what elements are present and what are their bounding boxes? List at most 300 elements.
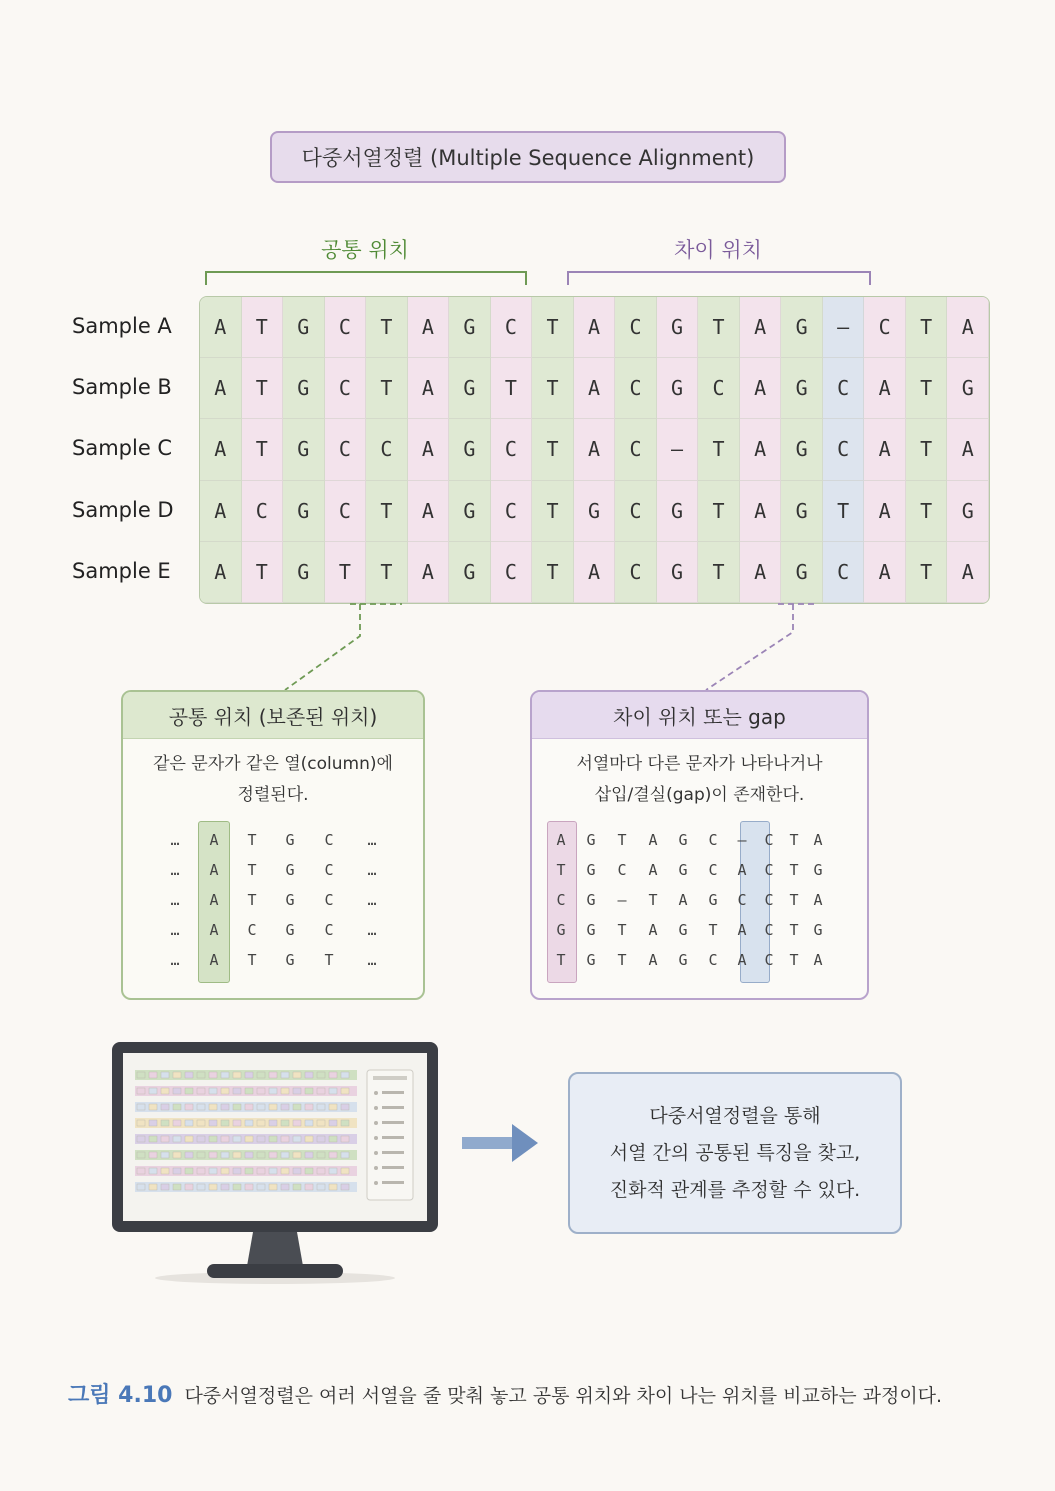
mini-cell: T	[324, 951, 334, 969]
sequence-cell: G	[449, 297, 491, 358]
monitor-base-cell	[221, 1088, 229, 1094]
monitor-base-cell	[161, 1072, 169, 1078]
monitor-base-cell	[209, 1184, 217, 1190]
monitor-base-cell	[185, 1104, 193, 1110]
monitor-base-cell	[137, 1104, 145, 1110]
monitor-base-cell	[161, 1184, 169, 1190]
sequence-cell: C	[698, 358, 740, 419]
monitor-base-cell	[341, 1120, 349, 1126]
sequence-cell: A	[947, 419, 989, 480]
mini-cell: C	[764, 951, 774, 969]
mini-cell: A	[209, 921, 219, 939]
monitor-base-cell	[197, 1088, 205, 1094]
mini-cell: A	[209, 861, 219, 879]
mini-cell: A	[556, 831, 566, 849]
monitor-base-cell	[269, 1088, 277, 1094]
sequence-cell: –	[823, 297, 865, 358]
monitor-base-cell	[149, 1120, 157, 1126]
sequence-cell: T	[698, 419, 740, 480]
desc-line: 같은 문자가 같은 열(column)에	[153, 754, 393, 774]
mini-cell: T	[648, 891, 658, 909]
monitor-base-cell	[209, 1168, 217, 1174]
sequence-cell: A	[408, 419, 450, 480]
monitor-base-cell	[257, 1072, 265, 1078]
monitor-base-cell	[329, 1120, 337, 1126]
monitor-base-cell	[269, 1136, 277, 1142]
monitor-base-cell	[233, 1104, 241, 1110]
mini-cell: G	[285, 831, 295, 849]
sequence-cell: C	[615, 297, 657, 358]
monitor-base-cell	[317, 1104, 325, 1110]
monitor-base-cell	[269, 1152, 277, 1158]
sequence-cell: C	[491, 481, 533, 542]
monitor-base-cell	[221, 1152, 229, 1158]
monitor-base-cell	[209, 1088, 217, 1094]
monitor-base-cell	[269, 1184, 277, 1190]
mini-cell: A	[813, 831, 823, 849]
monitor-base-cell	[269, 1104, 277, 1110]
sequence-cell: T	[366, 542, 408, 603]
mini-cell: A	[737, 921, 747, 939]
sequence-cell: A	[740, 358, 782, 419]
arrow-right-icon	[458, 1118, 542, 1168]
sequence-cell: T	[698, 297, 740, 358]
monitor-base-cell	[329, 1152, 337, 1158]
sequence-cell: T	[906, 297, 948, 358]
connector-lines	[0, 0, 1055, 700]
monitor-base-cell	[149, 1152, 157, 1158]
monitor-base-cell	[221, 1104, 229, 1110]
sequence-cell: A	[574, 542, 616, 603]
sequence-cell: G	[657, 542, 699, 603]
result-line: 다중서열정렬을 통해	[649, 1104, 821, 1127]
monitor-base-cell	[269, 1120, 277, 1126]
sequence-cell: A	[200, 542, 242, 603]
mini-cell: C	[324, 861, 334, 879]
monitor-base-cell	[149, 1168, 157, 1174]
monitor-base-cell	[293, 1184, 301, 1190]
sequence-cell: A	[740, 297, 782, 358]
monitor-base-cell	[221, 1168, 229, 1174]
sequence-cell: C	[615, 481, 657, 542]
sequence-cell: G	[449, 481, 491, 542]
monitor-base-cell	[341, 1136, 349, 1142]
mini-cell: C	[708, 861, 718, 879]
monitor-base-cell	[281, 1184, 289, 1190]
mini-cell: T	[708, 921, 718, 939]
monitor-base-cell	[305, 1136, 313, 1142]
monitor-base-cell	[245, 1120, 253, 1126]
mini-cell: A	[813, 891, 823, 909]
mini-cell: G	[556, 921, 566, 939]
mini-cell: A	[209, 891, 219, 909]
mini-cell: A	[209, 831, 219, 849]
sequence-cell: C	[615, 419, 657, 480]
conserved-panel-title: 공통 위치 (보존된 위치)	[123, 692, 423, 739]
monitor-base-cell	[221, 1120, 229, 1126]
sequence-cell: T	[532, 358, 574, 419]
sequence-cell: G	[657, 358, 699, 419]
sample-label: Sample E	[72, 559, 171, 583]
monitor-base-cell	[221, 1072, 229, 1078]
mini-cell: T	[789, 891, 799, 909]
sequence-cell: T	[906, 358, 948, 419]
mini-cell: –	[617, 891, 627, 909]
sequence-cell: A	[408, 358, 450, 419]
sequence-cell: G	[283, 542, 325, 603]
monitor-base-cell	[257, 1136, 265, 1142]
mini-row	[546, 825, 846, 855]
monitor-base-cell	[257, 1184, 265, 1190]
monitor-base-cell	[173, 1184, 181, 1190]
mini-row	[546, 855, 846, 885]
mini-cell: T	[247, 831, 257, 849]
mini-cell: T	[789, 831, 799, 849]
diff-position-label: 차이 위치	[674, 238, 762, 262]
sequence-cell: C	[325, 358, 367, 419]
mini-cell: C	[708, 951, 718, 969]
mini-cell: G	[678, 921, 688, 939]
monitor-base-cell	[305, 1168, 313, 1174]
sequence-cell: C	[325, 297, 367, 358]
mini-cell: G	[586, 921, 596, 939]
monitor-base-cell	[317, 1088, 325, 1094]
sequence-cell: C	[823, 358, 865, 419]
sequence-cell: G	[657, 297, 699, 358]
mini-cell: G	[813, 921, 823, 939]
mini-cell: …	[367, 891, 377, 909]
mini-cell: G	[285, 861, 295, 879]
sequence-cell: T	[906, 542, 948, 603]
sequence-cell: T	[366, 358, 408, 419]
monitor-base-cell	[341, 1088, 349, 1094]
monitor-base-cell	[281, 1104, 289, 1110]
desc-line: 서열마다 다른 문자가 나타나거나	[576, 754, 823, 774]
sequence-cell: T	[242, 419, 284, 480]
mini-cell: T	[556, 951, 566, 969]
sequence-cell: A	[864, 542, 906, 603]
mini-cell: C	[764, 921, 774, 939]
sequence-cell: G	[781, 419, 823, 480]
monitor-base-cell	[341, 1168, 349, 1174]
monitor-base-cell	[317, 1168, 325, 1174]
sequence-cell: T	[532, 297, 574, 358]
mini-cell: G	[708, 891, 718, 909]
sequence-cell: G	[283, 358, 325, 419]
mini-row	[155, 885, 395, 915]
variable-panel-title: 차이 위치 또는 gap	[532, 692, 867, 739]
sequence-cell: G	[449, 542, 491, 603]
result-box	[568, 1072, 902, 1234]
sequence-cell: C	[615, 542, 657, 603]
sequence-cell: C	[823, 542, 865, 603]
sequence-cell: A	[408, 481, 450, 542]
sequence-cell: G	[781, 297, 823, 358]
mini-cell: C	[764, 831, 774, 849]
monitor-base-cell	[173, 1136, 181, 1142]
sample-label: Sample A	[72, 314, 172, 338]
monitor-base-cell	[245, 1168, 253, 1174]
mini-cell: T	[789, 951, 799, 969]
variable-panel-desc	[532, 749, 867, 811]
mini-cell: G	[285, 921, 295, 939]
sample-label: Sample C	[72, 436, 173, 460]
sequence-cell: A	[947, 297, 989, 358]
monitor-base-cell	[281, 1152, 289, 1158]
mini-cell: …	[170, 861, 180, 879]
monitor-base-cell	[173, 1152, 181, 1158]
monitor-base-cell	[281, 1136, 289, 1142]
mini-cell: A	[737, 861, 747, 879]
monitor-base-cell	[137, 1088, 145, 1094]
mini-cell: A	[209, 951, 219, 969]
monitor-base-cell	[245, 1152, 253, 1158]
mini-row	[546, 885, 846, 915]
sequence-cell: G	[574, 481, 616, 542]
monitor-base-cell	[329, 1072, 337, 1078]
monitor-base-cell	[197, 1184, 205, 1190]
variable-mini-alignment	[546, 825, 846, 975]
sequence-cell: C	[491, 542, 533, 603]
monitor-base-cell	[305, 1184, 313, 1190]
sequence-cell: A	[408, 542, 450, 603]
sequence-cell: A	[864, 419, 906, 480]
monitor-base-cell	[149, 1088, 157, 1094]
caption-text: 다중서열정렬은 여러 서열을 줄 맞춰 놓고 공통 위치와 차이 나는 위치를 비교하는 과정이다.	[184, 1385, 943, 1407]
mini-cell: C	[708, 831, 718, 849]
monitor-base-cell	[173, 1168, 181, 1174]
sequence-cell: A	[740, 542, 782, 603]
mini-cell: T	[617, 951, 627, 969]
mini-cell: G	[586, 891, 596, 909]
monitor-base-cell	[245, 1088, 253, 1094]
mini-cell: …	[367, 831, 377, 849]
monitor-base-cell	[281, 1088, 289, 1094]
sequence-cell: T	[698, 542, 740, 603]
sequence-cell: T	[242, 297, 284, 358]
mini-cell: A	[648, 951, 658, 969]
sequence-cell: T	[823, 481, 865, 542]
mini-cell: C	[764, 861, 774, 879]
sequence-cell: G	[283, 481, 325, 542]
mini-row	[155, 855, 395, 885]
monitor-base-cell	[161, 1120, 169, 1126]
monitor-base-cell	[293, 1072, 301, 1078]
sequence-cell: G	[657, 481, 699, 542]
monitor-base-cell	[269, 1072, 277, 1078]
sequence-cell: A	[947, 542, 989, 603]
monitor-base-cell	[233, 1168, 241, 1174]
mini-cell: A	[737, 951, 747, 969]
monitor-base-cell	[317, 1184, 325, 1190]
mini-cell: T	[247, 891, 257, 909]
mini-cell: G	[285, 951, 295, 969]
mini-row	[546, 915, 846, 945]
monitor-base-cell	[305, 1088, 313, 1094]
figure-caption	[68, 1378, 942, 1409]
sample-label: Sample B	[72, 375, 172, 399]
conserved-mini-alignment	[155, 825, 395, 975]
mini-cell: T	[556, 861, 566, 879]
sequence-cell: A	[574, 419, 616, 480]
mini-row	[546, 945, 846, 975]
monitor-base-cell	[257, 1088, 265, 1094]
monitor-base-cell	[317, 1072, 325, 1078]
sequence-cell: G	[283, 419, 325, 480]
sequence-cell: A	[740, 419, 782, 480]
conserved-panel-desc	[123, 749, 423, 811]
mini-cell: …	[367, 951, 377, 969]
sequence-cell: A	[200, 358, 242, 419]
monitor-base-cell	[233, 1184, 241, 1190]
monitor-base-cell	[137, 1072, 145, 1078]
sequence-cell: T	[532, 419, 574, 480]
sequence-cell: T	[242, 542, 284, 603]
monitor-base-cell	[185, 1152, 193, 1158]
mini-cell: C	[324, 831, 334, 849]
sequence-cell: G	[781, 481, 823, 542]
monitor-base-cell	[137, 1120, 145, 1126]
monitor-base-cell	[149, 1136, 157, 1142]
mini-cell: A	[813, 951, 823, 969]
monitor-base-cell	[305, 1104, 313, 1110]
monitor-base-cell	[233, 1072, 241, 1078]
sequence-cell: C	[242, 481, 284, 542]
sequence-cell: T	[242, 358, 284, 419]
monitor-base-cell	[197, 1104, 205, 1110]
desc-line: 정렬된다.	[237, 785, 309, 805]
mini-cell: T	[617, 831, 627, 849]
sequence-cell: C	[491, 297, 533, 358]
monitor-base-cell	[137, 1168, 145, 1174]
sequence-cell: A	[864, 358, 906, 419]
monitor-base-cell	[269, 1168, 277, 1174]
mini-cell: …	[367, 861, 377, 879]
mini-cell: G	[678, 831, 688, 849]
monitor-base-cell	[329, 1088, 337, 1094]
monitor-base-cell	[161, 1152, 169, 1158]
mini-cell: A	[648, 921, 658, 939]
monitor-base-cell	[161, 1104, 169, 1110]
mini-cell: G	[586, 861, 596, 879]
monitor-base-cell	[233, 1088, 241, 1094]
monitor-base-cell	[317, 1136, 325, 1142]
monitor-base-cell	[197, 1136, 205, 1142]
sequence-cell: A	[574, 358, 616, 419]
mini-cell: G	[678, 951, 688, 969]
monitor-base-cell	[293, 1104, 301, 1110]
monitor-base-cell	[305, 1152, 313, 1158]
mini-cell: T	[617, 921, 627, 939]
mini-cell: T	[247, 951, 257, 969]
monitor-base-cell	[161, 1088, 169, 1094]
mini-row	[155, 915, 395, 945]
sequence-cell: T	[366, 481, 408, 542]
monitor-base-cell	[257, 1104, 265, 1110]
monitor-base-cell	[245, 1136, 253, 1142]
monitor-base-cell	[305, 1120, 313, 1126]
sequence-cell: –	[657, 419, 699, 480]
mini-cell: G	[813, 861, 823, 879]
sequence-cell: T	[491, 358, 533, 419]
mini-cell: T	[247, 861, 257, 879]
sequence-cell: C	[491, 419, 533, 480]
mini-cell: T	[789, 861, 799, 879]
mini-cell: A	[648, 861, 658, 879]
monitor-base-cell	[281, 1072, 289, 1078]
monitor-base-cell	[185, 1088, 193, 1094]
monitor-base-cell	[197, 1168, 205, 1174]
result-line: 서열 간의 공통된 특징을 찾고,	[609, 1141, 861, 1164]
sequence-cell: A	[864, 481, 906, 542]
variable-panel	[530, 690, 869, 1000]
mini-cell: C	[247, 921, 257, 939]
monitor-base-cell	[257, 1152, 265, 1158]
sequence-cell: G	[781, 358, 823, 419]
mini-row	[155, 825, 395, 855]
monitor-base-cell	[173, 1072, 181, 1078]
mini-cell: C	[617, 861, 627, 879]
sequence-cell: G	[449, 358, 491, 419]
monitor-base-cell	[161, 1168, 169, 1174]
mini-cell: A	[648, 831, 658, 849]
sequence-cell: T	[532, 542, 574, 603]
monitor-base-cell	[293, 1120, 301, 1126]
sequence-cell: C	[325, 481, 367, 542]
monitor-base-cell	[305, 1072, 313, 1078]
figure-number: 그림 4.10	[68, 1383, 173, 1408]
sequence-cell: A	[740, 481, 782, 542]
monitor-base-cell	[185, 1136, 193, 1142]
monitor-base-cell	[137, 1184, 145, 1190]
monitor-base-cell	[245, 1104, 253, 1110]
mini-cell: …	[170, 891, 180, 909]
sequence-cell: C	[615, 358, 657, 419]
monitor-base-cell	[233, 1120, 241, 1126]
monitor-base-cell	[329, 1168, 337, 1174]
mini-row	[155, 945, 395, 975]
monitor-base-cell	[137, 1152, 145, 1158]
sequence-cell: A	[200, 481, 242, 542]
monitor-base-cell	[341, 1072, 349, 1078]
sequence-cell: C	[864, 297, 906, 358]
mini-cell: T	[789, 921, 799, 939]
monitor-base-cell	[257, 1120, 265, 1126]
sequence-cell: T	[906, 481, 948, 542]
sequence-cell: G	[947, 358, 989, 419]
monitor-base-cell	[233, 1136, 241, 1142]
monitor-base-cell	[161, 1136, 169, 1142]
monitor-base-cell	[245, 1072, 253, 1078]
monitor-base-cell	[329, 1184, 337, 1190]
mini-cell: G	[586, 951, 596, 969]
monitor-base-cell	[173, 1120, 181, 1126]
sequence-cell: C	[823, 419, 865, 480]
monitor-base-cell	[317, 1152, 325, 1158]
sequence-cell: A	[574, 297, 616, 358]
monitor-base-cell	[317, 1120, 325, 1126]
monitor-base-cell	[209, 1136, 217, 1142]
monitor-base-cell	[341, 1152, 349, 1158]
monitor-base-cell	[149, 1072, 157, 1078]
sequence-cell: A	[200, 419, 242, 480]
monitor-base-cell	[185, 1072, 193, 1078]
monitor-base-cell	[293, 1136, 301, 1142]
mini-cell: G	[678, 861, 688, 879]
mini-cell: –	[737, 831, 747, 849]
desc-line: 삽입/결실(gap)이 존재한다.	[594, 785, 805, 805]
sequence-cell: G	[781, 542, 823, 603]
